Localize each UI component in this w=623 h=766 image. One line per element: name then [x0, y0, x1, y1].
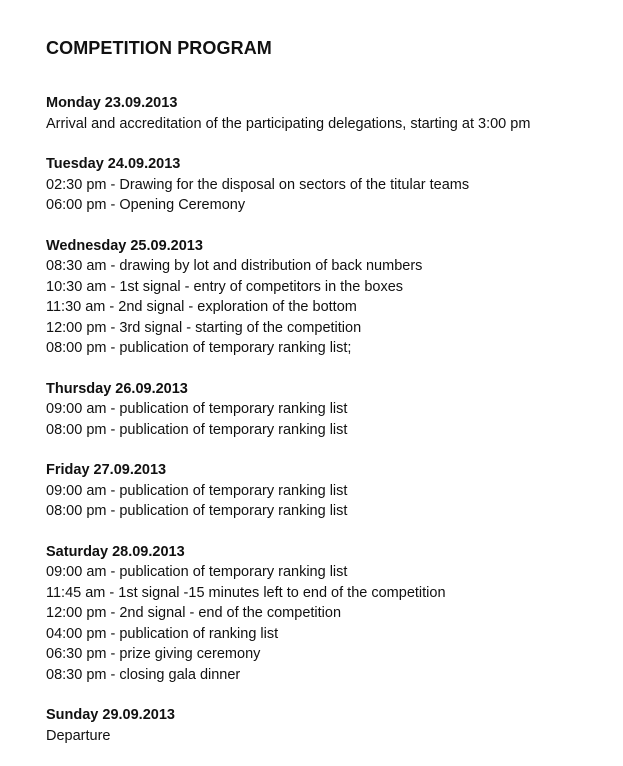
day-section-friday: [46, 460, 606, 522]
schedule-item: 11:45 am - 1st signal -15 minutes left to end of the competition: [46, 584, 446, 601]
schedule-item: 06:30 pm - prize giving ceremony: [46, 646, 261, 662]
document-title: COMPETITION PROGRAM: [46, 38, 272, 58]
schedule-item: 06:00 pm - Opening Ceremony: [46, 197, 246, 213]
day-heading: Thursday 26.09.2013: [46, 380, 188, 397]
schedule-item: 08:00 pm - publication of temporary ranking list: [46, 421, 348, 438]
schedule-item: 04:00 pm - publication of ranking list: [46, 625, 279, 642]
day-heading: Wednesday 25.09.2013: [46, 237, 203, 254]
schedule-item: 09:00 am - publication of temporary ranking list: [46, 401, 348, 417]
schedule-item: 08:00 pm - publication of temporary ranking list: [46, 503, 348, 519]
schedule-item: 08:00 pm - publication of temporary ranking list;: [46, 340, 352, 356]
schedule-item: 08:30 am - drawing by lot and distribution of back numbers: [46, 258, 423, 274]
schedule-item: 09:00 am - publication of temporary ranking list: [46, 482, 348, 499]
day-heading: Friday 27.09.2013: [46, 462, 167, 478]
day-heading: Monday 23.09.2013: [46, 95, 178, 111]
day-section-monday: [46, 93, 606, 134]
day-section-tuesday: [46, 154, 606, 216]
day-heading: Tuesday 24.09.2013: [46, 156, 181, 172]
schedule-item: 09:00 am - publication of temporary ranking list: [46, 564, 348, 580]
schedule-item: 11:30 am - 2nd signal - exploration of the bottom: [46, 299, 357, 315]
day-section-wednesday: [46, 236, 606, 359]
competition-program-document: [46, 36, 606, 766]
schedule-item: 12:00 pm - 3rd signal - starting of the competition: [46, 319, 362, 336]
schedule-item: 12:00 pm - 2nd signal - end of the competition: [46, 605, 342, 621]
schedule-item: 08:30 pm - closing gala dinner: [46, 666, 241, 683]
schedule-item: 02:30 pm - Drawing for the disposal on sectors of the titular teams: [46, 176, 470, 193]
schedule-item: Departure: [46, 727, 111, 744]
schedule-item: 10:30 am - 1st signal - entry of competitors in the boxes: [46, 278, 404, 295]
day-heading: Sunday 29.09.2013: [46, 707, 175, 723]
schedule-item: Arrival and accreditation of the participating delegations, starting at 3:00 pm: [46, 115, 531, 132]
day-section-saturday: [46, 542, 606, 686]
day-section-sunday: [46, 705, 606, 746]
day-section-thursday: [46, 379, 606, 441]
day-heading: Saturday 28.09.2013: [46, 543, 185, 560]
